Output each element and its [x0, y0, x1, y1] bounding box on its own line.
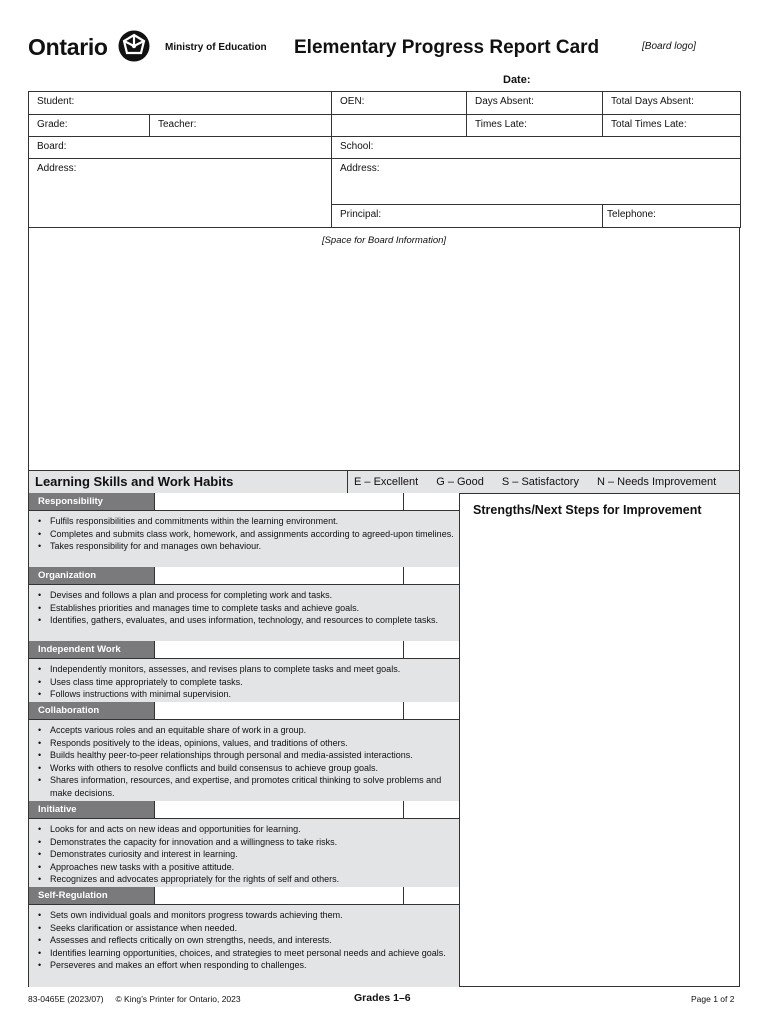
principal-field[interactable]: Principal:: [332, 205, 603, 228]
list-item: • Assesses and reflects critically on own strengths, needs, and interests.: [38, 934, 456, 947]
board-address-field[interactable]: Address:: [29, 159, 332, 228]
school-address-field[interactable]: Address:: [332, 159, 741, 205]
skill-criteria-list: [29, 585, 460, 629]
skill-header: [29, 493, 460, 511]
list-item: • Looks for and acts on new ideas and opportunities for learning.: [38, 823, 456, 836]
skill-title: Collaboration: [29, 702, 155, 720]
legend-good: G – Good: [436, 476, 484, 488]
list-item: • Identifies learning opportunities, choices, and strategies to meet personal needs and achieve goals.: [38, 947, 456, 960]
legend-satisfactory: S – Satisfactory: [501, 476, 579, 488]
skill-title: Responsibility: [29, 493, 155, 511]
board-information-space: [28, 227, 740, 471]
student-info-table: [28, 91, 741, 228]
learning-skills-panel: [28, 493, 460, 987]
skill-title: Self-Regulation: [29, 887, 155, 905]
skill-header: [29, 887, 460, 905]
skill-criteria-list: [29, 659, 460, 703]
divider: [347, 471, 348, 493]
skill-criteria-list: [29, 819, 460, 888]
list-item: • Takes responsibility for and manages own behaviour.: [38, 540, 456, 553]
skill-self-regulation: [29, 887, 460, 987]
footer-left: [28, 994, 241, 1004]
page-title: Elementary Progress Report Card: [294, 37, 600, 58]
divider: [155, 658, 403, 659]
divider: [155, 510, 403, 511]
skill-initiative: [29, 801, 460, 888]
telephone-field[interactable]: Telephone:: [603, 205, 741, 228]
list-item: • Sets own individual goals and monitors progress towards achieving them.: [38, 909, 456, 922]
list-item: • Establishes priorities and manages time to complete tasks and achieve goals.: [38, 602, 456, 615]
skill-header: [29, 567, 460, 585]
list-item: • Seeks clarification or assistance when needed.: [38, 922, 456, 935]
skill-title: Independent Work: [29, 641, 155, 659]
skill-collaboration: [29, 702, 460, 802]
initiative-rating-box[interactable]: [403, 801, 460, 819]
learning-skills-header: [28, 470, 740, 494]
divider: [155, 818, 403, 819]
strengths-next-steps-area[interactable]: [459, 493, 740, 987]
date-label: Date:: [503, 74, 531, 86]
skill-organization: [29, 567, 460, 642]
skill-criteria-list: [29, 511, 460, 555]
times-late-field[interactable]: Times Late:: [467, 115, 603, 137]
list-item: • Independently monitors, assesses, and revises plans to complete tasks and meet goals.: [38, 663, 456, 676]
board-logo-placeholder: [Board logo]: [642, 41, 696, 52]
oen-continued-cell: [332, 115, 467, 137]
legend-needs-improvement: N – Needs Improvement: [596, 476, 717, 488]
days-absent-field[interactable]: Days Absent:: [467, 92, 603, 115]
list-item: • Uses class time appropriately to complete tasks.: [38, 676, 456, 689]
oen-field[interactable]: OEN:: [332, 92, 467, 115]
page-header: [28, 28, 740, 68]
skill-header: [29, 641, 460, 659]
grade-field[interactable]: Grade:: [29, 115, 150, 137]
list-item: • Demonstrates the capacity for innovation and a willingness to take risks.: [38, 836, 456, 849]
form-code: 83-0465E (2023/07): [28, 994, 104, 1004]
total-times-late-field[interactable]: Total Times Late:: [603, 115, 741, 137]
list-item: • Accepts various roles and an equitable share of work in a group.: [38, 724, 456, 737]
legend-excellent: E – Excellent: [354, 476, 419, 488]
divider: [155, 584, 403, 585]
collaboration-rating-box[interactable]: [403, 702, 460, 720]
trillium-logo-icon: [118, 30, 150, 62]
list-item: • Completes and submits class work, homework, and assignments according to agreed-upon timelines.: [38, 528, 456, 541]
divider: [155, 719, 403, 720]
student-field[interactable]: Student:: [29, 92, 332, 115]
page-number: Page 1 of 2: [691, 994, 735, 1004]
skill-title: Organization: [29, 567, 155, 585]
board-information-placeholder: [Space for Board Information]: [321, 235, 447, 246]
list-item: • Devises and follows a plan and process for completing work and tasks.: [38, 589, 456, 602]
teacher-field[interactable]: Teacher:: [150, 115, 332, 137]
learning-skills-title: Learning Skills and Work Habits: [35, 474, 234, 489]
list-item: • Follows instructions with minimal supervision.: [38, 688, 456, 701]
ministry-name: Ministry of Education: [165, 42, 267, 53]
skill-criteria-list: [29, 720, 460, 801]
responsibility-rating-box[interactable]: [403, 493, 460, 511]
board-field[interactable]: Board:: [29, 137, 332, 159]
list-item: • Responds positively to the ideas, opinions, values, and traditions of others.: [38, 737, 456, 750]
total-days-absent-field[interactable]: Total Days Absent:: [603, 92, 741, 115]
skill-criteria-list: [29, 905, 460, 974]
list-item: • Recognizes and advocates appropriately for the rights of self and others.: [38, 873, 456, 886]
skill-title: Initiative: [29, 801, 155, 819]
independent-work-rating-box[interactable]: [403, 641, 460, 659]
list-item: • Builds healthy peer-to-peer relationships through personal and media-assisted interactions.: [38, 749, 456, 762]
skill-header: [29, 702, 460, 720]
skill-independent-work: [29, 641, 460, 703]
list-item: • Identifies, gathers, evaluates, and uses information, technology, and resources to complete tasks.: [38, 614, 456, 627]
skill-responsibility: [29, 493, 460, 568]
list-item: • Fulfils responsibilities and commitments within the learning environment.: [38, 515, 456, 528]
ontario-wordmark: Ontario: [28, 34, 108, 60]
copyright: © King’s Printer for Ontario, 2023: [115, 994, 241, 1004]
organization-rating-box[interactable]: [403, 567, 460, 585]
rating-legend: [354, 476, 716, 488]
list-item: • Works with others to resolve conflicts and build consensus to achieve group goals.: [38, 762, 456, 775]
list-item: • Shares information, resources, and expertise, and promotes critical thinking to solve problems and make decisions.: [38, 774, 456, 799]
list-item: • Perseveres and makes an effort when responding to challenges.: [38, 959, 456, 972]
self-regulation-rating-box[interactable]: [403, 887, 460, 905]
strengths-heading: Strengths/Next Steps for Improvement: [473, 503, 702, 517]
grades-label: Grades 1–6: [354, 992, 411, 1004]
list-item: • Approaches new tasks with a positive attitude.: [38, 861, 456, 874]
school-field[interactable]: School:: [332, 137, 741, 159]
skill-header: [29, 801, 460, 819]
list-item: • Demonstrates curiosity and interest in learning.: [38, 848, 456, 861]
divider: [155, 904, 403, 905]
